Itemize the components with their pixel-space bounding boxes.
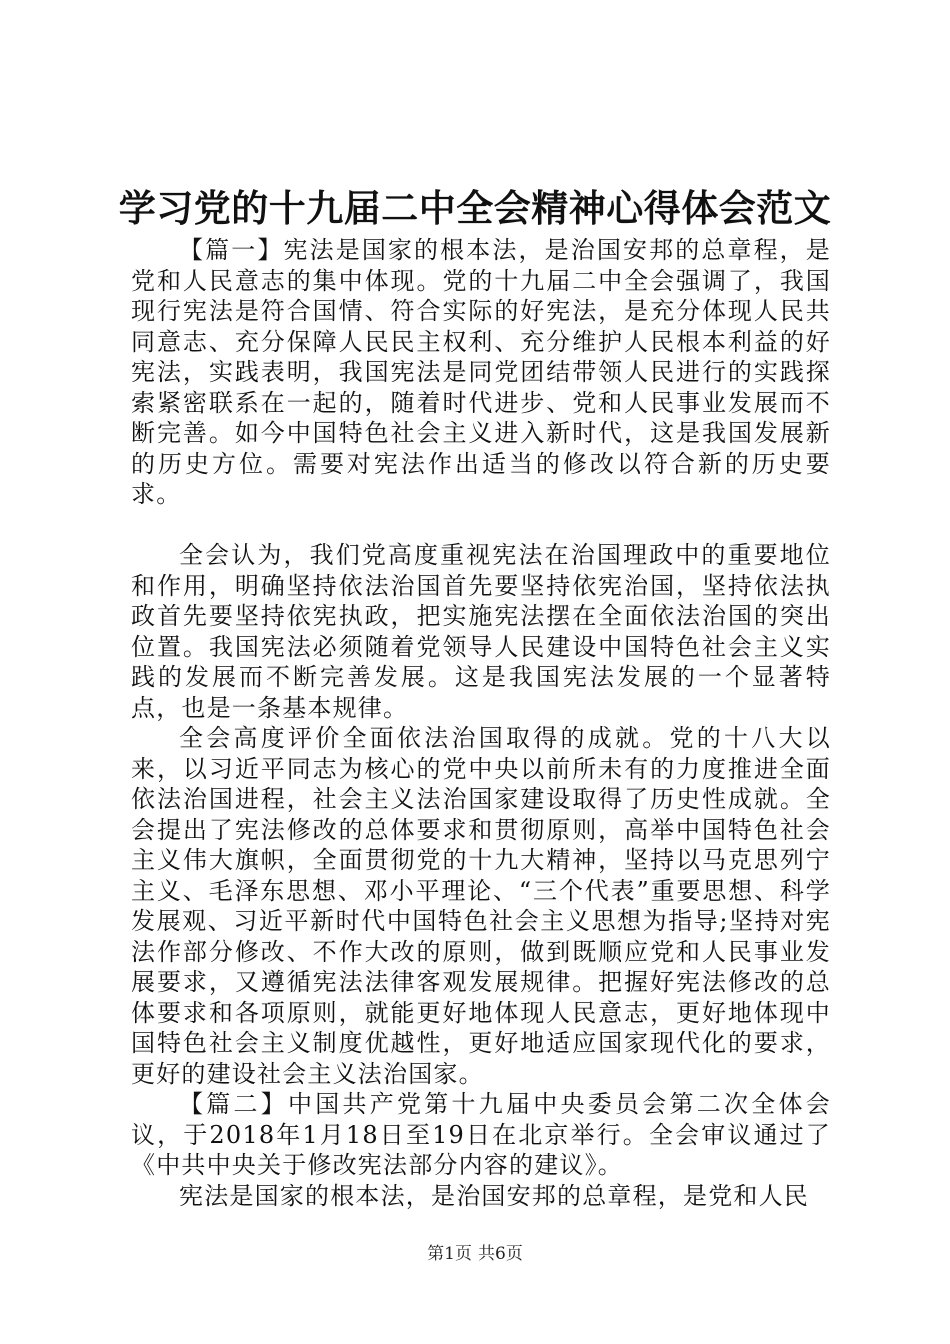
document-body [131, 235, 831, 1211]
paragraph-gap [131, 510, 831, 541]
paragraph-1: 【篇一】宪法是国家的根本法，是治国安邦的总章程，是党和人民意志的集中体现。党的十九届二中全会强调了，我国现行宪法是符合国情、符合实际的好宪法，是充分体现人民共同意志、充分保障人民民主权利、充分维护人民根本利益的好宪法，实践表明，我国宪法是同党团结带领人民进行的实践探索紧密联系在一起的，随着时代进步、党和人民事业发展而不断完善。如今中国特色社会主义进入新时代，这是我国发展新的历史方位。需要对宪法作出适当的修改以符合新的历史要求。 [131, 236, 831, 508]
page-number: 第1页 [427, 1244, 472, 1264]
paragraph-2: 全会认为，我们党高度重视宪法在治国理政中的重要地位和作用，明确坚持依法治国首先要坚持依宪治国，坚持依法执政首先要坚持依宪执政，把实施宪法摆在全面依法治国的突出位置。我国宪法必须随着党领导人民建设中国特色社会主义实践的发展而不断完善发展。这是我国宪法发展的一个显著特点，也是一条基本规律。 [131, 541, 831, 722]
paragraph-4: 【篇二】中国共产党第十九届中央委员会第二次全体会议，于2018年1月18日至19日在北京举行。全会审议通过了《中共中央关于修改宪法部分内容的建议》。 [131, 1090, 831, 1179]
document-title: 学习党的十九届二中全会精神心得体会范文 [118, 186, 832, 230]
paragraph-3: 全会高度评价全面依法治国取得的成就。党的十八大以来，以习近平同志为核心的党中央以前所未有的力度推进全面依法治国进程，社会主义法治国家建设取得了历史性成就。全会提出了宪法修改的总体要求和贯彻原则，高举中国特色社会主义伟大旗帜，全面贯彻党的十九大精神，坚持以马克思列宁主义、毛泽东思想、邓小平理论、“三个代表”重要思想、科学发展观、习近平新时代中国特色社会主义思想为指导;坚持对宪法作部分修改、不作大改的原则，做到既顺应党和人民事业发展要求，又遵循宪法法律客观发展规律。把握好宪法修改的总体要求和各项原则，就能更好地体现人民意志，更好地体现中国特色社会主义制度优越性，更好地适应国家现代化的要求，更好的建设社会主义法治国家。 [131, 724, 831, 1088]
page-footer [0, 1242, 950, 1266]
page-total: 共6页 [478, 1244, 523, 1264]
paragraph-5: 宪法是国家的根本法，是治国安邦的总章程，是党和人民 [179, 1181, 809, 1210]
